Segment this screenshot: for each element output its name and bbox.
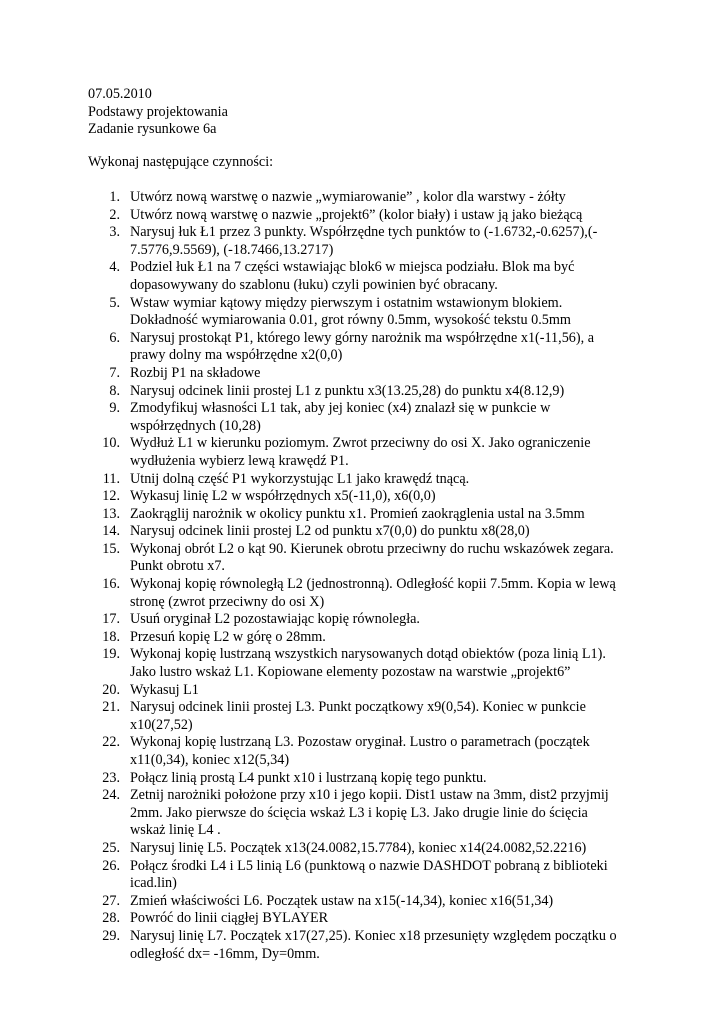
task-text-line: Zmień właściwości L6. Początek ustaw na x15(-14,34), koniec x16(51,34)	[130, 892, 554, 909]
task-text-line: Podziel łuk Ł1 na 7 części wstawiając blok6 w miejsca podziału. Blok ma być	[130, 259, 575, 276]
task-text-line: Narysuj linię L5. Początek x13(24.0082,15.7784), koniec x14(24.0082,52.2216)	[130, 839, 587, 856]
task-number: 3.	[109, 224, 120, 241]
task-number: 8.	[109, 382, 120, 399]
task-text-line: Dokładność wymiarowania 0.01, grot równy 0.5mm, wysokość tekstu 0.5mm	[130, 312, 571, 329]
task-item	[88, 365, 648, 383]
task-item	[88, 488, 648, 506]
task-text-line: Wydłuż L1 w kierunku poziomym. Zwrot przeciwny do osi X. Jako ograniczenie	[130, 435, 591, 452]
task-text-line: Narysuj odcinek linii prostej L3. Punkt początkowy x9(0,54). Koniec w punkcie	[130, 699, 586, 716]
task-item	[88, 224, 648, 259]
task-number: 16.	[102, 576, 120, 593]
task-item	[88, 629, 648, 647]
task-item	[88, 611, 648, 629]
task-number: 12.	[102, 488, 120, 505]
task-text-line: Narysuj łuk Ł1 przez 3 punkty. Współrzędne tych punktów to (-1.6732,-0.6257),(-	[130, 224, 598, 241]
task-item	[88, 523, 648, 541]
task-number: 19.	[102, 646, 120, 663]
task-text-line: Zetnij narożniki położone przy x10 i jego kopii. Dist1 ustaw na 3mm, dist2 przyjmij	[130, 787, 609, 804]
task-item	[88, 189, 648, 207]
task-text-line: Wykonaj obrót L2 o kąt 90. Kierunek obrotu przeciwny do ruchu wskazówek zegara.	[130, 540, 614, 557]
task-item	[88, 259, 648, 294]
task-number: 27.	[102, 892, 120, 909]
task-text-line: x11(0,34), koniec x12(5,34)	[130, 752, 290, 768]
task-text-line: Wstaw wymiar kątowy między pierwszym i ostatnim wstawionym blokiem.	[130, 294, 563, 311]
header-course: Podstawy projektowania	[88, 103, 228, 120]
task-text-line: Połącz środki L4 i L5 linią L6 (punktową o nazwie DASHDOT pobraną z biblioteki	[130, 857, 608, 874]
task-text-line: Wykonaj kopię lustrzaną L3. Pozostaw oryginał. Lustro o parametrach (początek	[130, 734, 590, 751]
task-number: 13.	[102, 505, 120, 522]
task-text-line: współrzędnych (10,28)	[130, 417, 261, 434]
task-text-line: Punkt obrotu x7.	[130, 558, 225, 575]
task-text-line: 2mm. Jako pierwsze do ścięcia wskaż L3 i kopię L3. Jako drugie linie do ścięcia	[130, 804, 588, 821]
task-text-line: 7.5776,9.5569), (-18.7466,13.2717)	[130, 241, 334, 258]
task-text-line: Jako lustro wskaż L1. Kopiowane elementy pozostaw na warstwie „projekt6”	[130, 664, 571, 681]
task-text-line: Połącz linią prostą L4 punkt x10 i lustrzaną kopię tego punktu.	[130, 769, 487, 786]
task-number: 2.	[109, 206, 120, 223]
task-number: 14.	[102, 523, 120, 540]
task-text-line: Utwórz nową warstwę o nazwie „wymiarowanie” , kolor dla warstwy - żółty	[130, 189, 566, 205]
task-item	[88, 682, 648, 700]
task-text-line: Narysuj odcinek linii prostej L1 z punktu x3(13.25,28) do punktu x4(8.12,9)	[130, 382, 565, 399]
task-number: 1.	[109, 189, 120, 205]
task-item	[88, 928, 648, 963]
header-assignment: Zadanie rysunkowe 6a	[88, 121, 217, 138]
task-item	[88, 541, 648, 576]
task-number: 17.	[102, 611, 120, 628]
task-number: 4.	[109, 259, 120, 276]
task-text-line: dopasowywany do szablonu (łuku) czyli powinien być obracany.	[130, 276, 498, 293]
task-text-line: Utnij dolną część P1 wykorzystując L1 jako krawędź tnącą.	[130, 470, 470, 487]
task-item	[88, 576, 648, 611]
task-number: 20.	[102, 681, 120, 698]
task-text-line: Rozbij P1 na składowe	[130, 364, 261, 381]
task-number: 25.	[102, 839, 120, 856]
task-item	[88, 910, 648, 928]
task-number: 24.	[102, 787, 120, 804]
task-number: 22.	[102, 734, 120, 751]
task-item	[88, 646, 648, 681]
task-item	[88, 400, 648, 435]
task-number: 10.	[102, 435, 120, 452]
document-header	[88, 86, 228, 139]
task-text-line: Narysuj odcinek linii prostej L2 od punktu x7(0,0) do punktu x8(28,0)	[130, 523, 530, 540]
task-number: 26.	[102, 857, 120, 874]
task-number: 18.	[102, 628, 120, 645]
task-number: 29.	[102, 927, 120, 944]
task-item	[88, 734, 648, 769]
task-item	[88, 858, 648, 893]
task-text-line: Zaokrąglij narożnik w okolicy punktu x1. Promień zaokrąglenia ustal na 3.5mm	[130, 505, 585, 522]
task-item	[88, 787, 648, 840]
task-number: 28.	[102, 910, 120, 927]
task-text-line: Wykasuj linię L2 w współrzędnych x5(-11,0), x6(0,0)	[130, 488, 436, 505]
task-item	[88, 471, 648, 489]
task-item	[88, 207, 648, 225]
task-text-line: x10(27,52)	[130, 716, 193, 733]
task-text-line: Zmodyfikuj własności L1 tak, aby jej koniec (x4) znalazł się w punkcie w	[130, 400, 551, 417]
task-text-line: Narysuj linię L7. Początek x17(27,25). Koniec x18 przesunięty względem początku o	[130, 927, 617, 944]
header-date: 07.05.2010	[88, 86, 152, 102]
task-item	[88, 435, 648, 470]
task-text-line: wskaż linię L4 .	[130, 822, 221, 839]
task-text-line: Powróć do linii ciągłej BYLAYER	[130, 910, 329, 927]
task-text-line: Usuń oryginał L2 pozostawiając kopię równoległa.	[130, 611, 420, 628]
task-item	[88, 383, 648, 401]
task-text-line: Przesuń kopię L2 w górę o 28mm.	[130, 628, 326, 645]
task-number: 6.	[109, 329, 120, 346]
task-number: 15.	[102, 540, 120, 557]
task-number: 11.	[102, 470, 120, 487]
task-text-line: wydłużenia wybierz lewą krawędź P1.	[130, 452, 349, 469]
task-text-line: Utwórz nową warstwę o nazwie „projekt6” (kolor biały) i ustaw ją jako bieżącą	[130, 206, 583, 223]
task-text-line: Wykonaj kopię lustrzaną wszystkich narysowanych dotąd obiektów (poza linią L1).	[130, 646, 606, 663]
task-text-line: stronę (zwrot przeciwny do osi X)	[130, 593, 325, 610]
task-number: 23.	[102, 769, 120, 786]
task-item	[88, 330, 648, 365]
task-item	[88, 893, 648, 911]
task-item	[88, 699, 648, 734]
instructions-intro: Wykonaj następujące czynności:	[88, 154, 274, 170]
task-text-line: Narysuj prostokąt P1, którego lewy górny narożnik ma współrzędne x1(-11,56), a	[130, 329, 595, 346]
task-text-line: icad.lin)	[130, 875, 177, 892]
task-text-line: odległość dx= -16mm, Dy=0mm.	[130, 945, 320, 962]
task-number: 5.	[109, 294, 120, 311]
task-number: 7.	[109, 364, 120, 381]
task-number: 21.	[102, 699, 120, 716]
task-text-line: Wykonaj kopię równoległą L2 (jednostronną). Odległość kopii 7.5mm. Kopia w lewą	[130, 576, 616, 593]
task-item	[88, 506, 648, 524]
task-text-line: Wykasuj L1	[130, 681, 199, 698]
task-item	[88, 840, 648, 858]
task-text-line: prawy dolny ma współrzędne x2(0,0)	[130, 347, 343, 364]
task-number: 9.	[109, 400, 120, 417]
task-list	[88, 189, 648, 963]
task-item	[88, 295, 648, 330]
task-item	[88, 770, 648, 788]
